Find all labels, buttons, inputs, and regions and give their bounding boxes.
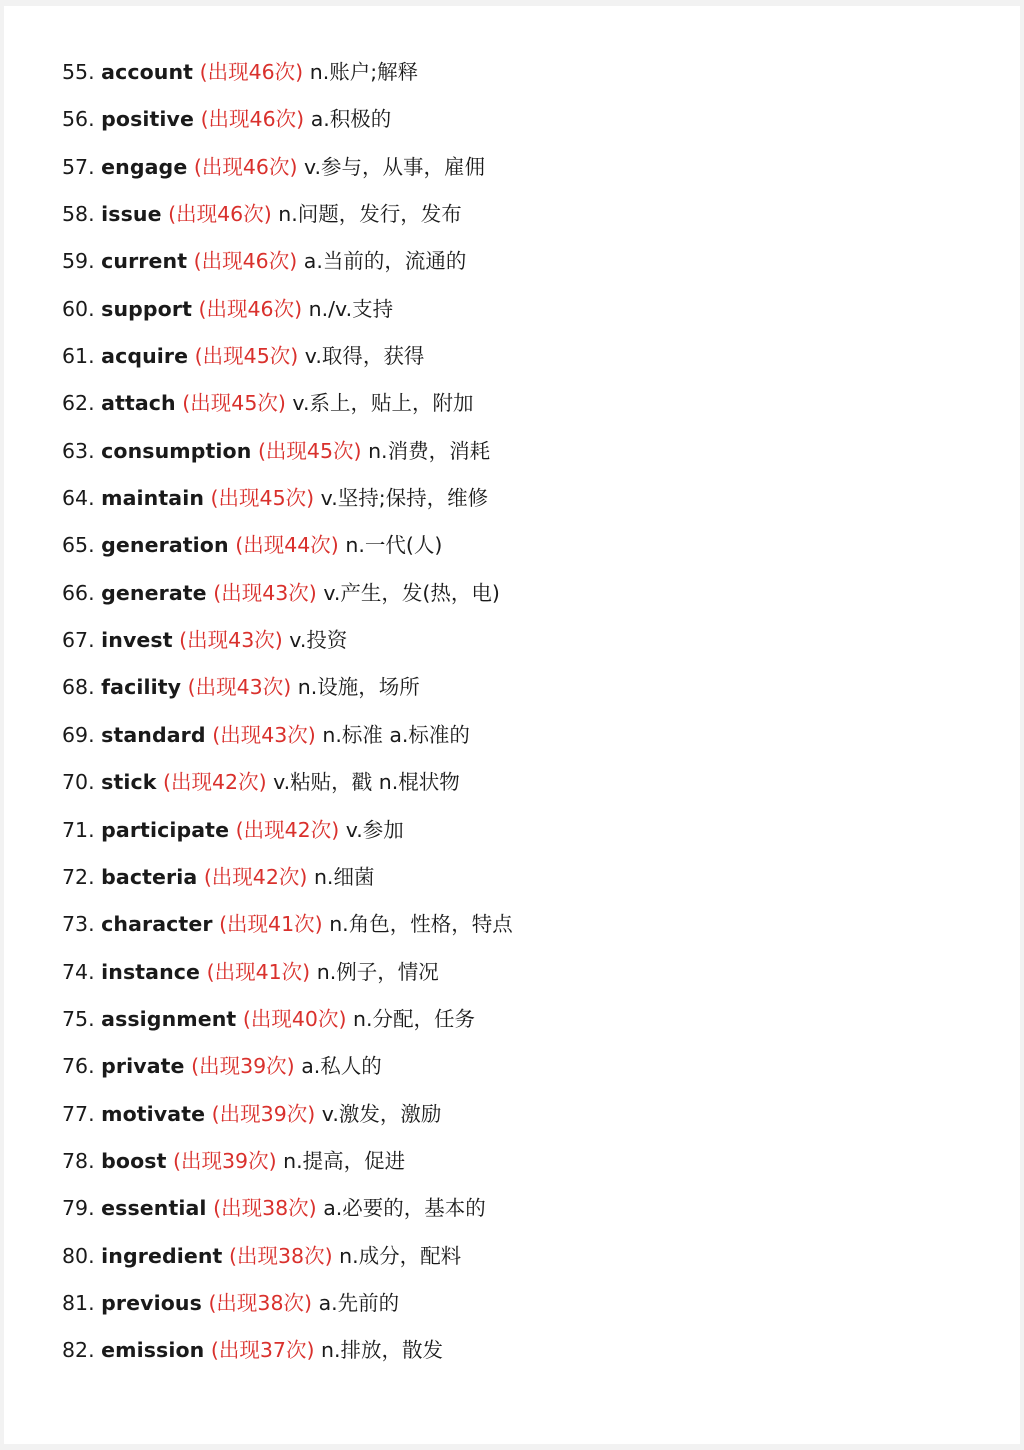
entry-word: engage bbox=[101, 154, 188, 179]
entry-meaning: n.成分，配料 bbox=[339, 1243, 462, 1268]
entry-word: issue bbox=[101, 202, 162, 227]
vocab-entry bbox=[62, 292, 513, 339]
entry-word: assignment bbox=[101, 1006, 237, 1031]
entry-frequency: (出现45次) bbox=[194, 344, 299, 369]
entry-frequency: (出现38次) bbox=[208, 1290, 313, 1315]
entry-word: invest bbox=[101, 628, 173, 653]
entry-word: stick bbox=[101, 770, 157, 795]
entry-word: attach bbox=[101, 391, 176, 416]
entry-word: private bbox=[101, 1054, 185, 1079]
entry-frequency: (出现41次) bbox=[206, 959, 311, 984]
entry-word: participate bbox=[101, 817, 230, 842]
entry-word: acquire bbox=[101, 344, 189, 369]
entry-frequency: (出现44次) bbox=[235, 533, 339, 558]
entry-word: maintain bbox=[101, 486, 205, 511]
entry-number: 55. bbox=[62, 60, 95, 84]
entry-frequency: (出现39次) bbox=[173, 1148, 277, 1173]
vocab-entry bbox=[62, 623, 513, 670]
vocab-entry bbox=[62, 813, 513, 860]
entry-number: 56. bbox=[62, 107, 95, 132]
entry-meaning: n.排放，散发 bbox=[321, 1338, 444, 1363]
entry-meaning: a.私人的 bbox=[301, 1054, 382, 1079]
vocab-entry bbox=[62, 55, 513, 102]
entry-meaning: n.一代(人) bbox=[345, 533, 443, 558]
entry-word: generation bbox=[101, 533, 229, 558]
entry-number: 66. bbox=[62, 580, 95, 605]
entry-frequency: (出现46次) bbox=[193, 249, 298, 274]
entry-meaning: v.取得，获得 bbox=[304, 344, 425, 369]
entry-meaning: n.分配，任务 bbox=[353, 1006, 476, 1031]
entry-number: 69. bbox=[62, 722, 95, 747]
entry-meaning: a.必要的，基本的 bbox=[323, 1196, 486, 1221]
vocab-entry bbox=[62, 386, 513, 433]
entry-meaning: n.细菌 bbox=[313, 864, 375, 889]
vocab-entry bbox=[62, 244, 513, 291]
vocab-entry bbox=[62, 1097, 513, 1144]
vocab-entry bbox=[62, 434, 513, 481]
entry-word: ingredient bbox=[101, 1243, 223, 1268]
entry-number: 65. bbox=[62, 533, 95, 558]
entry-number: 67. bbox=[62, 628, 95, 653]
entry-frequency: (出现43次) bbox=[187, 675, 292, 700]
entry-word: account bbox=[101, 60, 194, 84]
vocab-entry bbox=[62, 765, 513, 812]
vocab-entry bbox=[62, 718, 513, 765]
entry-number: 73. bbox=[62, 912, 95, 937]
entry-number: 78. bbox=[62, 1148, 95, 1173]
entry-meaning: n.提高，促进 bbox=[283, 1148, 406, 1173]
entry-meaning: n.例子，情况 bbox=[316, 959, 439, 984]
entry-word: essential bbox=[101, 1196, 207, 1221]
entry-frequency: (出现38次) bbox=[228, 1243, 333, 1268]
entry-frequency: (出现39次) bbox=[191, 1054, 295, 1079]
vocab-entry bbox=[62, 481, 513, 528]
entry-number: 64. bbox=[62, 486, 95, 511]
entry-word: motivate bbox=[101, 1101, 206, 1126]
vocab-entry bbox=[62, 955, 513, 1002]
entry-number: 63. bbox=[62, 438, 95, 463]
vocab-entry bbox=[62, 197, 513, 244]
vocab-entry bbox=[62, 576, 513, 623]
entry-meaning: v.激发，激励 bbox=[321, 1101, 442, 1126]
document-page bbox=[4, 6, 1020, 1444]
entry-meaning: n.角色，性格，特点 bbox=[329, 912, 513, 937]
entry-frequency: (出现42次) bbox=[163, 770, 267, 795]
vocab-entry bbox=[62, 102, 513, 149]
vocab-entry bbox=[62, 339, 513, 386]
entry-meaning: n.设施，场所 bbox=[297, 675, 420, 700]
entry-number: 59. bbox=[62, 249, 95, 274]
entry-meaning: v.粘贴，戳 n.棍状物 bbox=[273, 770, 460, 795]
entry-frequency: (出现46次) bbox=[199, 60, 304, 84]
entry-frequency: (出现37次) bbox=[210, 1338, 315, 1363]
vocab-entry bbox=[62, 907, 513, 954]
entry-meaning: v.参加 bbox=[345, 817, 404, 842]
entry-number: 72. bbox=[62, 864, 95, 889]
entry-number: 68. bbox=[62, 675, 95, 700]
entry-meaning: v.产生，发(热，电) bbox=[323, 580, 500, 605]
entry-meaning: n.问题，发行，发布 bbox=[278, 202, 462, 227]
entry-number: 60. bbox=[62, 296, 95, 321]
entry-meaning: v.参与，从事，雇佣 bbox=[303, 154, 486, 179]
entry-frequency: (出现45次) bbox=[210, 486, 315, 511]
entry-word: support bbox=[101, 296, 192, 321]
entry-word: facility bbox=[101, 675, 182, 700]
vocab-entry bbox=[62, 670, 513, 717]
entry-word: boost bbox=[101, 1148, 167, 1173]
entry-meaning: a.先前的 bbox=[318, 1290, 400, 1315]
entry-frequency: (出现46次) bbox=[168, 202, 272, 227]
vocabulary-list bbox=[62, 55, 513, 1381]
entry-meaning: n.账户;解释 bbox=[309, 60, 419, 84]
entry-number: 74. bbox=[62, 959, 95, 984]
entry-word: positive bbox=[101, 107, 195, 132]
entry-frequency: (出现45次) bbox=[257, 438, 362, 463]
entry-frequency: (出现43次) bbox=[212, 722, 316, 747]
vocab-entry bbox=[62, 1286, 513, 1333]
entry-meaning: v.坚持;保持，维修 bbox=[320, 486, 489, 511]
vocab-entry bbox=[62, 1191, 513, 1238]
vocab-entry bbox=[62, 1002, 513, 1049]
entry-frequency: (出现42次) bbox=[203, 864, 308, 889]
entry-frequency: (出现42次) bbox=[235, 817, 340, 842]
entry-frequency: (出现43次) bbox=[179, 628, 283, 653]
entry-word: instance bbox=[101, 959, 201, 984]
entry-number: 80. bbox=[62, 1243, 95, 1268]
entry-word: generate bbox=[101, 580, 207, 605]
entry-frequency: (出现43次) bbox=[213, 580, 317, 605]
entry-word: character bbox=[101, 912, 213, 937]
entry-number: 82. bbox=[62, 1338, 95, 1363]
entry-meaning: a.积极的 bbox=[310, 107, 392, 132]
entry-meaning: v.系上，贴上，附加 bbox=[292, 391, 474, 416]
vocab-entry bbox=[62, 1333, 513, 1380]
vocab-entry bbox=[62, 528, 513, 575]
entry-number: 79. bbox=[62, 1196, 95, 1221]
vocab-entry bbox=[62, 150, 513, 197]
entry-frequency: (出现41次) bbox=[219, 912, 323, 937]
entry-meaning: n.标准 a.标准的 bbox=[322, 722, 470, 747]
entry-number: 58. bbox=[62, 202, 95, 227]
vocab-entry bbox=[62, 1239, 513, 1286]
entry-frequency: (出现39次) bbox=[211, 1101, 316, 1126]
entry-word: previous bbox=[101, 1290, 202, 1315]
vocab-entry bbox=[62, 860, 513, 907]
entry-frequency: (出现46次) bbox=[198, 296, 303, 321]
entry-number: 57. bbox=[62, 154, 95, 179]
vocab-entry bbox=[62, 1144, 513, 1191]
entry-number: 71. bbox=[62, 817, 95, 842]
entry-frequency: (出现38次) bbox=[213, 1196, 317, 1221]
entry-meaning: a.当前的，流通的 bbox=[303, 249, 467, 274]
entry-meaning: n.消费，消耗 bbox=[368, 438, 491, 463]
entry-word: bacteria bbox=[101, 864, 198, 889]
entry-number: 81. bbox=[62, 1290, 95, 1315]
entry-word: current bbox=[101, 249, 188, 274]
entry-number: 77. bbox=[62, 1101, 95, 1126]
entry-frequency: (出现45次) bbox=[182, 391, 286, 416]
entry-number: 76. bbox=[62, 1054, 95, 1079]
entry-meaning: n./v.支持 bbox=[308, 296, 394, 321]
vocab-entry bbox=[62, 1049, 513, 1096]
entry-number: 61. bbox=[62, 344, 95, 369]
entry-word: standard bbox=[101, 722, 206, 747]
entry-meaning: v.投资 bbox=[289, 628, 348, 653]
entry-frequency: (出现46次) bbox=[193, 154, 298, 179]
entry-word: emission bbox=[101, 1338, 205, 1363]
entry-number: 70. bbox=[62, 770, 95, 795]
entry-number: 75. bbox=[62, 1006, 95, 1031]
entry-word: consumption bbox=[101, 438, 252, 463]
entry-number: 62. bbox=[62, 391, 95, 416]
entry-frequency: (出现40次) bbox=[242, 1006, 347, 1031]
entry-frequency: (出现46次) bbox=[200, 107, 305, 132]
